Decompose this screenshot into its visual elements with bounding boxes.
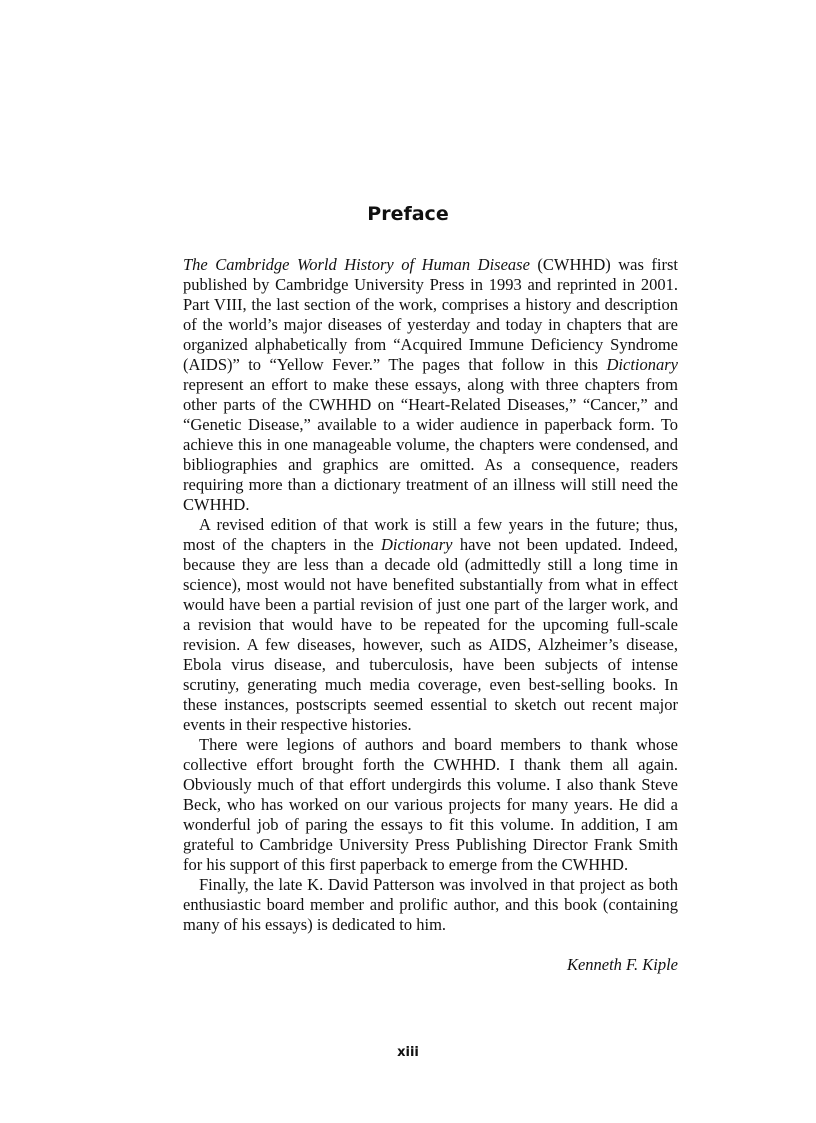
author-signature: Kenneth F. Kiple [566,955,678,974]
paragraph-2-text-b: have not been updated. Indeed, because they are less than a decade old (admittedly still a long time in science), most would not have benefited substantially from what in effect would have been a partial revision of just one part of the larger work, and a revision that would have to be repeated for the upcoming full-scale revision. A few diseases, however, such as AIDS, Alzheimer’s disease, Ebola virus disease, and tuberculosis, have been subjects of intense scrutiny, generating much media coverage, even best-selling books. In these instances, postscripts seemed essential to sketch out recent major events in their respective histories. [183,535,678,734]
paragraph-2 [183,515,678,735]
paragraph-2-text-a: A revised edition of that work is still a few years in the future; thus, most of the chapters in the [183,515,678,554]
preface-body [183,255,678,935]
paragraph-1 [183,255,678,515]
paragraph-1-text-b: represent an effort to make these essays, along with three chapters from other parts of the CWHHD on “Heart-Related Diseases,” “Cancer,” and “Genetic Disease,” available to a wider audience in paperback form. To achieve this in one manageable volume, the chapters were condensed, and bibliographies and graphics are omitted. As a consequence, readers requiring more than a dictionary treatment of an illness will still need the CWHHD. [183,375,678,514]
paragraph-1-text-a: (CWHHD) was first published by Cambridge University Press in 1993 and reprinted in 2001. Part VIII, the last section of the work, comprises a history and description of the world’s major diseases of yesterday and today in chapters that are organized alphabetically from “Acquired Immune Deficiency Syndrome (AIDS)” to “Yellow Fever.” The pages that follow in this [183,255,678,374]
paragraph-4: Finally, the late K. David Patterson was involved in that project as both enthusiastic board member and prolific author, and this book (containing many of his essays) is dedicated to him. [183,875,678,934]
dictionary-title: Dictionary [381,535,453,554]
page-number: xiii [397,1045,419,1060]
dictionary-title: Dictionary [606,355,678,374]
work-title: The Cambridge World History of Human Disease [183,255,530,274]
paragraph-3: There were legions of authors and board members to thank whose collective effort brought forth the CWHHD. I thank them all again. Obviously much of that effort undergirds this volume. I also thank Steve Beck, who has worked on our various projects for many years. He did a wonderful job of paring the essays to fit this volume. In addition, I am grateful to Cambridge University Press Publishing Director Frank Smith for his support of this first paperback to emerge from the CWHHD. [183,735,678,874]
page-title: Preface [367,203,449,225]
